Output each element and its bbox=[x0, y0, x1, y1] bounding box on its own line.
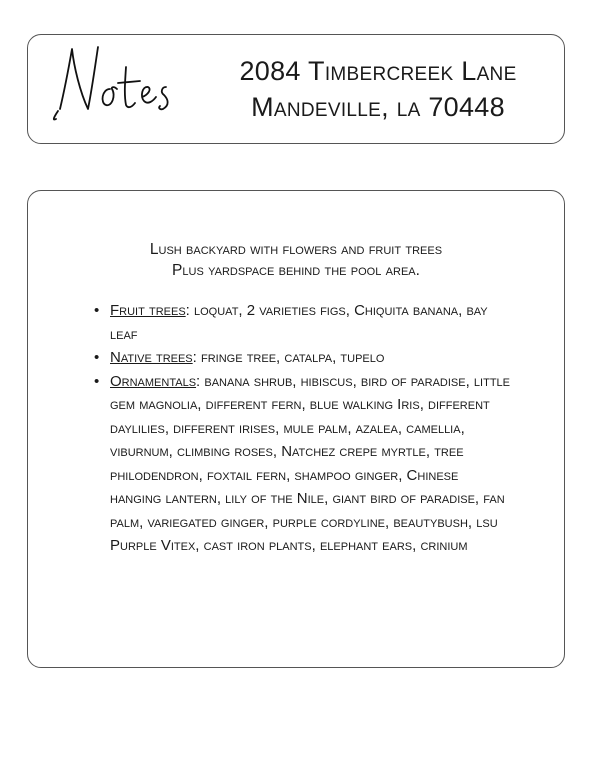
plant-list bbox=[90, 299, 510, 558]
bullet-icon: • bbox=[94, 372, 100, 390]
list-item-fruit-trees bbox=[90, 299, 510, 346]
intro-line-1: Lush backyard with flowers and fruit trees bbox=[149, 241, 443, 258]
category-text: : loquat, 2 varieties figs, Chiquita banana, bay leaf bbox=[110, 302, 488, 343]
intro-line-2: Plus yardspace behind the pool area. bbox=[172, 262, 420, 279]
bullet-icon: • bbox=[94, 302, 100, 319]
notes-script-logo bbox=[50, 37, 180, 137]
content-box bbox=[27, 190, 565, 668]
category-label: Ornamentals bbox=[110, 372, 197, 390]
address-block bbox=[213, 53, 543, 125]
intro-text bbox=[28, 239, 564, 281]
list-item-ornamentals bbox=[90, 370, 510, 558]
address-city-state-zip: Mandeville, la 70448 bbox=[251, 92, 505, 122]
list-item-native-trees bbox=[90, 346, 510, 370]
bullet-icon: • bbox=[94, 349, 100, 366]
address-street: 2084 Timbercreek Lane bbox=[239, 56, 517, 86]
category-text: : fringe tree, catalpa, tupelo bbox=[192, 349, 385, 366]
header-box bbox=[27, 34, 565, 144]
category-label: Native trees bbox=[110, 349, 193, 366]
category-label: Fruit trees bbox=[110, 302, 186, 319]
category-text: : banana shrub, hibiscus, bird of paradise, little gem magnolia, different fern, blue walking Iris, different daylilies, different irises, mule palm, azalea, camellia, viburnum, climbing roses, Natchez crepe myrtle, tree philodendron, foxtail fern, shampoo ginger, Chinese hanging lantern, lily of the Nile, giant bird of paradise, fan palm, variegated ginger, purple cordyline, beautybush, lsu Purple Vitex, cast iron plants, elephant ears, crinium bbox=[110, 372, 511, 554]
